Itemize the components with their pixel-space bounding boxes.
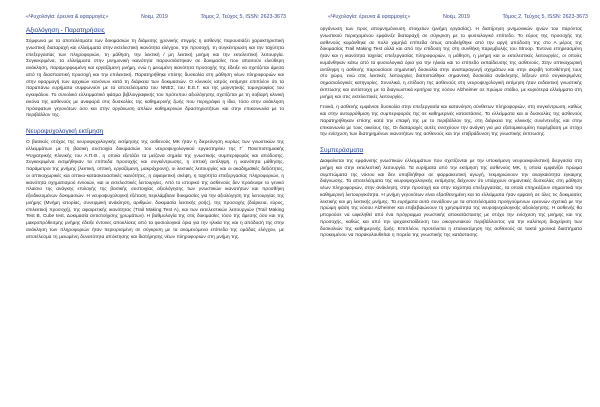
section-title-assessment: Αξιολόγηση - Παρατηρήσεις <box>26 27 105 34</box>
right-page <box>306 0 596 407</box>
issue-date: Νοέμ, 2019 <box>140 14 168 20</box>
issue-info: Τόμος 2, Τεύχος 5, ISSN: 2623-3673 <box>200 14 286 20</box>
general-paragraph: Γενικά, η ασθενής εμφάνισε δυσκολία στην επεξεργασία και κατανόηση σύνθετων πληροφοριών, στη συγκέντρωση, καθώς και στην αυτορρύθμιση της συμπεριφοράς της σε καθημερινές καταστάσεις. Τα ελλείμματα και οι δυσκολίες της ασθενούς παρατηρήθηκαν επίσης κατά την επαφή της με το περιβάλλον της, στη διάρκεια της κλινικής συνέντευξης και στην επικοινωνία με τους οικείους της. Οι διαταραχές αυτές ενισχύουν την ανάγκη για μια εξατομικευμένη παρέμβαση με στόχο την ενίσχυση των διατηρημένων ικανοτήτων της ασθενούς και την επιβράδυνση της γνωστικής έκπτωσης. <box>320 105 582 138</box>
journal-name: «Ψυχολογία: έρευνα & εφαρμογές» <box>328 14 411 20</box>
left-column <box>26 27 284 245</box>
left-page <box>4 0 294 407</box>
neuropsych-paragraph: Ο βασικός στόχος της νευροψυχολογικής εκτίμησης της ασθενούς ΜΚ ήταν η διερεύνηση κυρίως των γνωστικών της ελλειμμάτων με τη βασική συστοιχία δοκιμασιών του νευροψυχολογικού εργαστηρίου της Γ΄ Πανεπιστημιακής Ψυχιατρικής Κλινικής του Α.Π.Θ., η οποία εξετάζει τα μείζονα σημεία της γνωστικής συμπεριφοράς και απόδοσης. Συγκεκριμένα εκτιμήθηκαν τα επίπεδα προσοχής και συγκέντρωσης, η οπτική αντίληψη, η ικανότητα μάθησης, παράμετροι της μνήμης (λεκτική, οπτική, εργαζόμενη, μακρόχρονη), οι λεκτικές λειτουργίες και οι ακαδημαϊκές δεξιότητες, οι οπτικοχωρικές και οπτικο-κατασκευαστικές ικανότητες, η αφαιρετική σκέψη, η ταχύτητα επεξεργασίας πληροφοριών, η ικανότητα σχηματισμού εννοιών, και οι εκτελεστικές λειτουργίες. Από το ιστορικό της ασθενούς δεν προέκυψε το γενικό πλαίσιο της ανάγκης επιλογής της βασικής συστοιχίας αξιολόγησης των γνωστικών ικανοτήτων και προσθήκη εξειδικευμένων δοκιμασιών. Η νευροψυχολογική εξέταση περιλάμβανε δοκιμασίες για την αξιολόγηση της λειτουργίας της μνήμης (Μνήμη ιστορίας, συνειρμική ανάκληση, αριθμών, δοκιμασία λεκτικής ροής), της προσοχής (διάρκεια, εύρος, επιλεκτική προσοχή), της αφαιρετικής ικανότητας (Trail Making Test A), και των εκτελεστικών λειτουργιών (Trail Making Test B, Cube test, Δοκιμασία αντιστοίχισης χρωμάτων). Η βαθμολογία της στις δοκιμασίες τόσο της άμεσης όσο και της μακροπρόθεσμης μνήμης έδειξε έντονες αποκλίσεις από τα φυσιολογικά όρια για την ηλικία της και η απόδοσή της στην ανάκληση των πληροφοριών ήταν περιορισμένη σε σύγκριση με τα αναμενόμενα επίπεδα της ομάδας ελέγχου, με αποτέλεσμα τη μειωμένη δυνατότητα απόκτησης και διατήρησης νέων πληροφοριών στη μνήμη της. <box>26 140 284 240</box>
continued-paragraph: οργάνωση των προς απομνημόνευση στοιχείων (μνήμη εργασίας). Η διατήρηση μνημονικών ιχνών του παρόντος γνωστικού περιεχομένου εμφάνιζε διαταραχή σε σύγκριση με το φυσιολογικό επίπεδο. Το εύρος της προσοχής της ασθενούς κυμάνθηκε σε πολύ χαμηλά επίπεδα όπως αποδείχθηκε από την αργή απόδοση της στο Α μέρος της δοκιμασίας Trail Making Test αλλά και από την επίδοση της στη συνθήκη παρεμβολής του Stroop. Έντονα επηρεασμένη ήταν και η ικανότητα ταχείας επεξεργασίας πληροφοριών, η μάθηση, η μνήμη και οι εκτελεστικές λειτουργίες, οι οποίες κυμάνθηκαν κάτω από τα φυσιολογικά όρια για την ηλικία και το επίπεδο εκπαίδευσης της ασθενούς. Στην οπτικοχωρική αντίληψη η ασθενής παρουσίασε σημαντική δυσκολία στην αναπαραγωγή σχημάτων και στην ακριβή τοποθέτησή τους στο χώρο, ενώ στις λεκτικές λειτουργίες διαπιστώθηκε σημαντική δυσκολία ανάκλησης λέξεων από συγκεκριμένες σημασιολογικές κατηγορίες. Συνολικά, η επίδοση της ασθενούς στη νευροψυχολογική εκτίμηση ήταν ενδεικτική γνωστικής έκπτωσης και αντίστοιχη με τα διαγνωστικά κριτήρια της νόσου Alzheimer σε πρώιμο στάδιο, με κυριότερα ελλείμματα στη μνήμη και στις εκτελεστικές λειτουργίες. <box>320 27 582 100</box>
right-column <box>320 27 582 244</box>
section-title-conclusions: Συμπεράσματα <box>320 147 364 154</box>
assessment-paragraph: Σύμφωνα με τα αποτελέσματα των δοκιμασιών τη διάμεσης χρονικής στιγμής η ασθενής παρουσιάζει χαρακτηριστική γνωστική διαταραχή και ελλείμματα στην εκτελεστική ικανότητα ελέγχου, την προσοχή, τη συγκέντρωση και την ταχύτητα επεξεργασίας των πληροφοριών, τη μάθηση, την λεκτική / μη λεκτική μνήμη και την εκτελεστική λειτουργία. Συγκεκριμένα, τα ελλείμματα στην μνημονική ικανότητα παρουσιάστηκαν σε δοκιμασίες που απαιτούν ελεύθερη ανάκληση, παραμορφωμένη και εργαζόμενη μνήμη, ενώ η μειωμένη ικανότητα προσοχής της έδειξε να σχετίζεται άμεσα από τη διασπαστική προσοχή και την επιλεκτική. Παρατηρήθηκε επίσης δυσκολία στη μάθηση νέων πληροφοριών και στην εφαρμογή των αρχικών κανόνων κατά τη διάρκεια των δοκιμασιών. Ο κλινικός ιατρός εκτίμησε επιπλέον ότι τα παραπάνω ευρήματα συμφωνούν με τα αποτελέσματα του ΝΝΕΣ, του Ε.Ε.Γ. και της μαγνητικής τομογραφίας του εγκεφάλου. Το συνολικό ελλειμματικό φάσμα βιβλιογραφικής του πρότυπου αξιολόγησης σχετίζεται με τη σοβαρή κλινική εικόνα της ασθενούς με αναφορά στις δυσκολίες της καθημερινής ζωής που περιγράφει η ίδια, τόσο στην ανάκληση πρόσφατων γεγονότων όσο και στην οργάνωση απλών καθημερινών δραστηριοτήτων και στην επικοινωνία με το περιβάλλον της. <box>26 39 284 119</box>
issue-date: Νοέμ, 2019 <box>442 14 470 20</box>
left-page-header <box>26 14 286 20</box>
journal-name: «Ψυχολογία: έρευνα & εφαρμογές» <box>26 14 109 20</box>
conclusions-paragraph: Διαφαίνεται της εμφάνισης γνωστικών ελλειμμάτων που σχετίζονται με την υποκείμενη νευροεκφυλιστική διεργασία στη μνήμη και στην εκτελεστική λειτουργία. Τα ευρήματα από την εκτίμηση της ασθενούς ΜΚ, η οποία εμφανίζει πρώιμα συμπτώματα της νόσου και δεν υποβλήθηκε σε φαρμακευτική αγωγή, τεκμηριώνουν την αναγκαιότητα έγκαιρης διάγνωσης. Τα αποτελέσματα της νευροψυχολογικής εκτίμησης δείχνουν ότι υπάρχουν σημαντικές δυσκολίες στη μάθηση νέων πληροφοριών, στην ανάκληση, στην προσοχή και στην ταχύτητα επεξεργασίας, τα οποία επηρεάζουν σημαντικά την καθημερινή λειτουργικότητα. Η μνήμη γεγονότων είναι εξασθενημένη και τα ελλείμματα ήταν εμφανή σε όλες τις δοκιμασίες λεκτικής και μη λεκτικής μνήμης. Τα ευρήματα αυτά συνάδουν με τα αποτελέσματα προηγούμενων ερευνών σχετικά με την πρώιμη φάση της νόσου Alzheimer και επιβεβαιώνουν τη χρησιμότητα της νευροψυχολογικής αξιολόγησης. Η ασθενής θα μπορούσε να ωφεληθεί από ένα πρόγραμμα γνωστικής αποκατάστασης με στόχο την ενίσχυση της μνήμης και της προσοχής, καθώς και από την ψυχοεκπαίδευση του οικογενειακού περιβάλλοντος για την καλύτερη διαχείριση των δυσκολιών της καθημερινής ζωής. Επιπλέον, προτείνεται η επανεκτίμηση της ασθενούς σε τακτά χρονικά διαστήματα προκειμένου να παρακολουθείται η πορεία της γνωστικής της κατάστασης. <box>320 159 582 239</box>
issue-info: Τόμος 2, Τεύχος 5, ISSN: 2623-3673 <box>502 14 588 20</box>
section-title-neuropsych: Νευροψυχολογική εκτίμηση <box>26 128 104 135</box>
right-page-header <box>328 14 588 20</box>
